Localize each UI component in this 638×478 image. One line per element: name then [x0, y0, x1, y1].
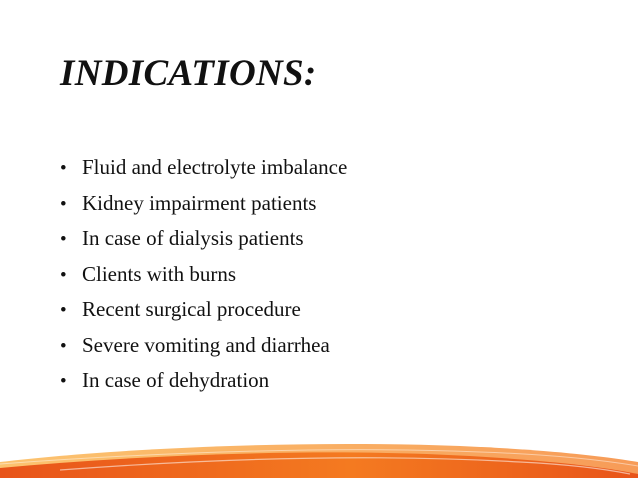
bullet-item: [60, 189, 347, 225]
bullet-marker: •: [60, 229, 67, 250]
bullet-text: Clients with burns: [82, 261, 237, 286]
bullet-text: In case of dialysis patients: [82, 226, 304, 250]
bullet-item: [60, 153, 347, 189]
bullet-text: Severe vomiting and diarrhea: [82, 332, 330, 357]
bullet-text: Kidney impairment patients: [82, 190, 317, 215]
decorative-swoosh: [0, 418, 638, 478]
bullet-marker: •: [60, 335, 67, 357]
bullet-item: [60, 366, 347, 402]
bullet-list: [60, 153, 347, 402]
bullet-text: Fluid and electrolyte imbalance: [82, 155, 348, 179]
bullet-marker: •: [60, 371, 67, 392]
bullet-item: [60, 260, 347, 296]
bullet-marker: •: [60, 158, 67, 179]
bullet-marker: •: [60, 300, 67, 321]
slide-title: INDICATIONS:: [60, 53, 317, 94]
bullet-marker: •: [60, 264, 67, 286]
bullet-text: Recent surgical procedure: [82, 297, 301, 321]
bullet-text: In case of dehydration: [82, 368, 270, 392]
bullet-item: [60, 224, 347, 260]
bullet-marker: •: [60, 193, 67, 215]
bullet-item: [60, 331, 347, 367]
bullet-item: [60, 295, 347, 331]
